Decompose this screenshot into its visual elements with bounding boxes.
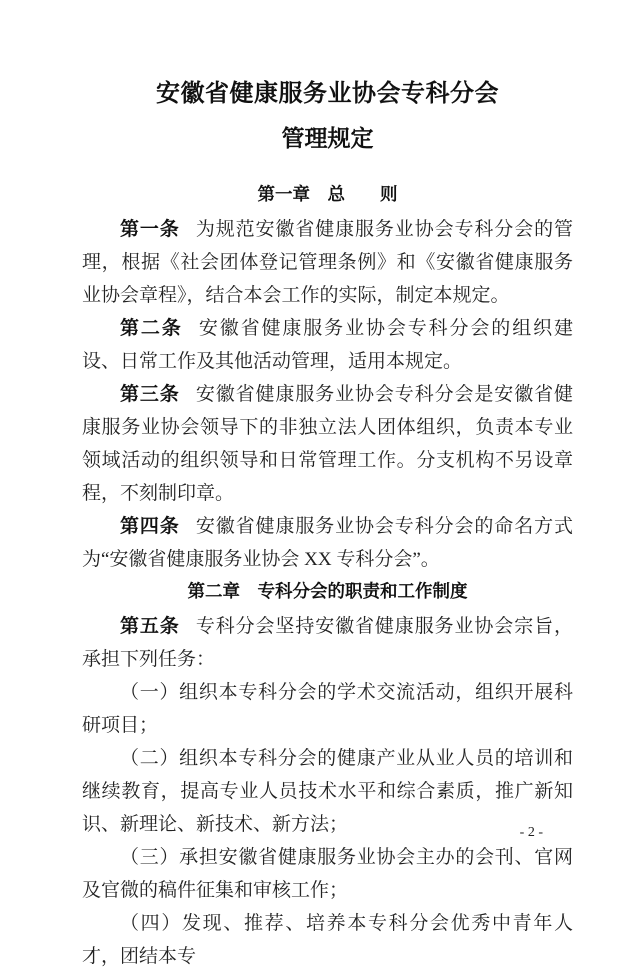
article-5-text: 专科分会坚持安徽省健康服务业协会宗旨，承担下列任务： — [82, 616, 573, 670]
list-item-paragraph-1: （一）组织本专科分会的学术交流活动，组织开展科研项目； — [82, 682, 573, 736]
list-item-paragraph-2: （二）组织本专科分会的健康产业从业人员的培训和继续教育，提高专业人员技术水平和综合素质，推广新知识、新理论、新技术、新方法； — [82, 748, 573, 835]
article-paragraph-1 — [82, 213, 573, 312]
article-3-label: 第三条 — [120, 384, 180, 405]
document-subtitle: 管理规定 — [281, 125, 374, 151]
article-2-text: 安徽省健康服务业协会专科分会的组织建设、日常工作及其他活动管理，适用本规定。 — [82, 318, 573, 372]
chapter-1-heading: 第一章 总 则 — [257, 184, 398, 204]
list-item-paragraph-3: （三）承担安徽省健康服务业协会主办的会刊、官网及官微的稿件征集和审核工作； — [82, 847, 573, 901]
list-item-paragraph-4: （四）发现、推荐、培养本专科分会优秀中青年人才，团结本专 — [82, 913, 573, 967]
article-paragraph-2 — [82, 312, 573, 378]
article-1-text: 为规范安徽省健康服务业协会专科分会的管理，根据《社会团体登记管理条例》和《安徽省健康服务业协会章程》，结合本会工作的实际，制定本规定。 — [82, 219, 573, 306]
chapter-2-heading: 第二章 专科分会的职责和工作制度 — [187, 581, 468, 601]
article-3-text: 安徽省健康服务业协会专科分会是安徽省健康服务业协会领导下的非独立法人团体组织，负责本专业领域活动的组织领导和日常管理工作。分支机构不另设章程，不刻制印章。 — [82, 384, 573, 504]
article-5-label: 第五条 — [120, 616, 180, 637]
article-4-label: 第四条 — [120, 516, 180, 537]
page-number: - 2 - — [519, 825, 543, 840]
document-body — [82, 181, 573, 973]
article-paragraph-5 — [82, 610, 573, 676]
article-paragraph-3 — [82, 378, 573, 510]
article-4-text: 安徽省健康服务业协会专科分会的命名方式为“安徽省健康服务业协会 XX 专科分会”。 — [82, 516, 573, 570]
article-1-label: 第一条 — [120, 219, 180, 240]
article-2-label: 第二条 — [120, 318, 183, 339]
document-title: 安徽省健康服务业协会专科分会 — [156, 80, 499, 107]
article-paragraph-4 — [82, 510, 573, 576]
